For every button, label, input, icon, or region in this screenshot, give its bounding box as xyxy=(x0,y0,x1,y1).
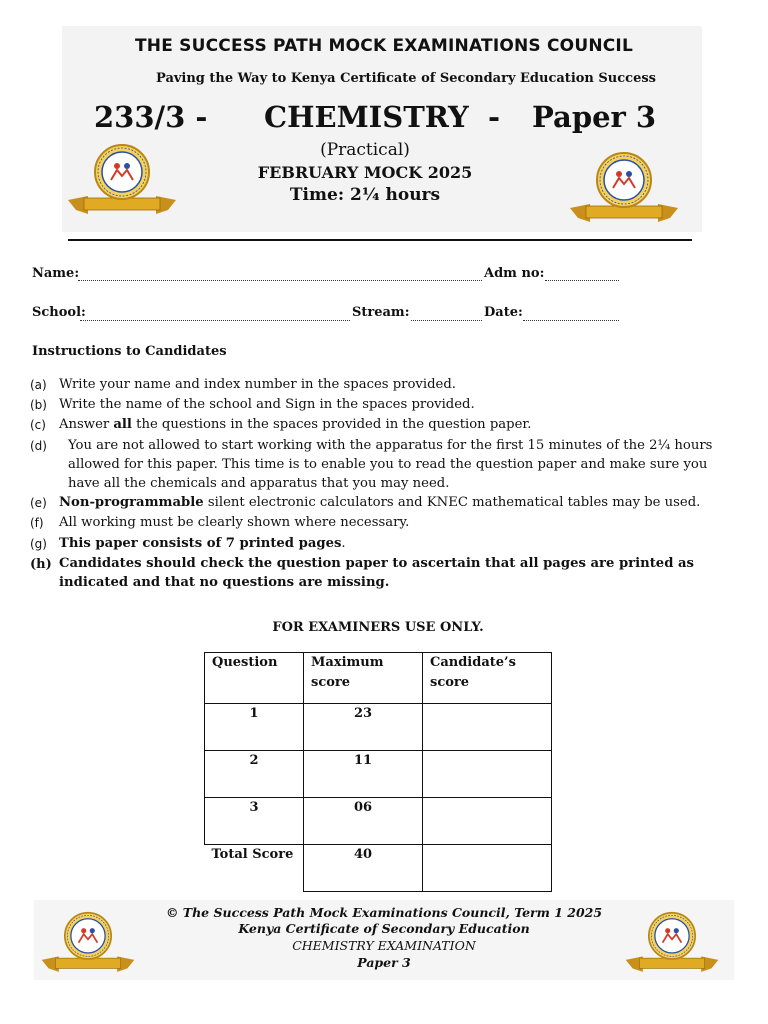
table-row xyxy=(205,704,552,751)
instruction-emphasis: all xyxy=(113,417,132,433)
council-tagline: Paving the Way to Kenya Certificate of Secondary Education Success xyxy=(156,71,656,86)
instruction-label: (h) xyxy=(30,556,52,572)
instruction-text: Write the name of the school and Sign in the spaces provided. xyxy=(59,397,475,413)
table-header-row xyxy=(205,653,552,704)
candidate-score-cell[interactable] xyxy=(423,751,552,798)
instruction-text-part: silent electronic calculators and KNEC mathematical tables may be used. xyxy=(203,495,701,511)
max-score: 11 xyxy=(353,753,373,768)
header-candidate-score: Candidate’s score xyxy=(430,655,516,690)
table-row xyxy=(205,751,552,798)
instruction-text xyxy=(59,415,730,435)
instruction-label: (d) xyxy=(30,438,47,453)
instruction-text: All working must be clearly shown where necessary. xyxy=(59,515,410,531)
max-score: 06 xyxy=(353,800,373,815)
table-total-row xyxy=(205,845,552,892)
council-name: THE SUCCESS PATH MOCK EXAMINATIONS COUNCIL xyxy=(135,36,633,56)
paper-type: (Practical) xyxy=(320,140,410,160)
instruction-item xyxy=(30,395,730,415)
council-seal-icon xyxy=(568,150,680,222)
max-score-cell xyxy=(304,798,423,845)
instruction-text: Candidates should check the question paper to ascertain that all pages are printed as indicated and that no questions are missing. xyxy=(59,555,694,591)
header-divider xyxy=(68,239,692,241)
question-cell xyxy=(205,704,304,751)
school-field[interactable] xyxy=(80,320,350,321)
question-cell xyxy=(205,751,304,798)
adm-field[interactable] xyxy=(545,280,619,281)
stream-field[interactable] xyxy=(411,320,482,321)
instruction-label: (g) xyxy=(30,536,47,551)
footer-paper: Paper 3 xyxy=(357,955,411,970)
instruction-text: Write your name and index number in the spaces provided. xyxy=(59,377,456,392)
header-cell xyxy=(205,653,304,704)
school-label: School: xyxy=(32,305,86,320)
total-max-cell xyxy=(304,845,423,892)
instruction-label: (f) xyxy=(30,516,44,531)
question-number: 1 xyxy=(249,706,259,721)
instruction-text-part: . xyxy=(341,535,346,551)
header-cell xyxy=(304,653,423,704)
candidate-score-cell[interactable] xyxy=(423,704,552,751)
instruction-item xyxy=(30,493,730,513)
score-table xyxy=(204,652,552,892)
instruction-text-part: Answer xyxy=(59,417,114,433)
instruction-item xyxy=(30,436,730,494)
footer-exam-name: CHEMISTRY EXAMINATION xyxy=(292,938,476,953)
question-cell xyxy=(205,798,304,845)
subject-title: CHEMISTRY xyxy=(264,100,469,134)
question-number: 3 xyxy=(249,800,259,815)
instruction-label: (a) xyxy=(30,378,47,392)
instruction-item xyxy=(30,375,730,395)
council-seal-icon xyxy=(66,142,178,214)
instruction-item xyxy=(30,554,730,592)
instruction-text xyxy=(59,493,730,513)
instruction-emphasis: Non-programmable xyxy=(59,495,204,511)
examiners-title: FOR EXAMINERS USE ONLY. xyxy=(272,620,484,635)
max-score-cell xyxy=(304,704,423,751)
total-label: Total Score xyxy=(211,847,294,862)
instruction-label: (c) xyxy=(30,418,46,433)
instruction-item xyxy=(30,513,730,533)
paper-code: 233/3 - xyxy=(94,100,208,134)
instruction-label: (e) xyxy=(30,496,47,511)
instruction-emphasis: This paper consists of 7 printed pages xyxy=(59,535,342,551)
table-row xyxy=(205,798,552,845)
instruction-item xyxy=(30,534,730,554)
footer-copyright: © The Success Path Mock Examinations Council, Term 1 2025 xyxy=(165,905,603,920)
instruction-label: (b) xyxy=(30,398,47,413)
max-score: 23 xyxy=(353,706,373,721)
total-label-cell xyxy=(205,845,304,892)
instructions-list xyxy=(30,375,730,592)
date-field[interactable] xyxy=(523,320,619,321)
header-question: Question xyxy=(212,655,278,670)
date-label: Date: xyxy=(484,305,523,320)
paper-number: Paper 3 xyxy=(532,100,657,134)
exam-time: Time: 2¼ hours xyxy=(289,185,441,205)
instruction-item xyxy=(30,415,730,435)
total-score-cell[interactable] xyxy=(423,845,552,892)
instruction-text: You are not allowed to start working with the apparatus for the first 15 minutes of the 2¼ hours allowed for this paper. This time is to enable you to read the question paper and make sure you have all the chemicals and apparatus that you may need. xyxy=(68,437,713,492)
exam-session: FEBRUARY MOCK 2025 xyxy=(257,163,473,182)
title-separator: - xyxy=(488,100,501,134)
instructions-title: Instructions to Candidates xyxy=(32,344,227,359)
candidate-score-cell[interactable] xyxy=(423,798,552,845)
header-max-score: Maximum score xyxy=(311,655,384,690)
name-field[interactable] xyxy=(78,280,482,281)
adm-label: Adm no: xyxy=(484,266,545,281)
question-number: 2 xyxy=(249,753,259,768)
max-score-cell xyxy=(304,751,423,798)
instruction-text-part: the questions in the spaces provided in the question paper. xyxy=(131,417,532,433)
instruction-text xyxy=(59,534,730,554)
total-max-score: 40 xyxy=(353,847,373,862)
stream-label: Stream: xyxy=(352,305,410,320)
header-cell xyxy=(423,653,552,704)
name-label: Name: xyxy=(32,266,80,281)
footer-certificate: Kenya Certificate of Secondary Education xyxy=(238,921,530,936)
